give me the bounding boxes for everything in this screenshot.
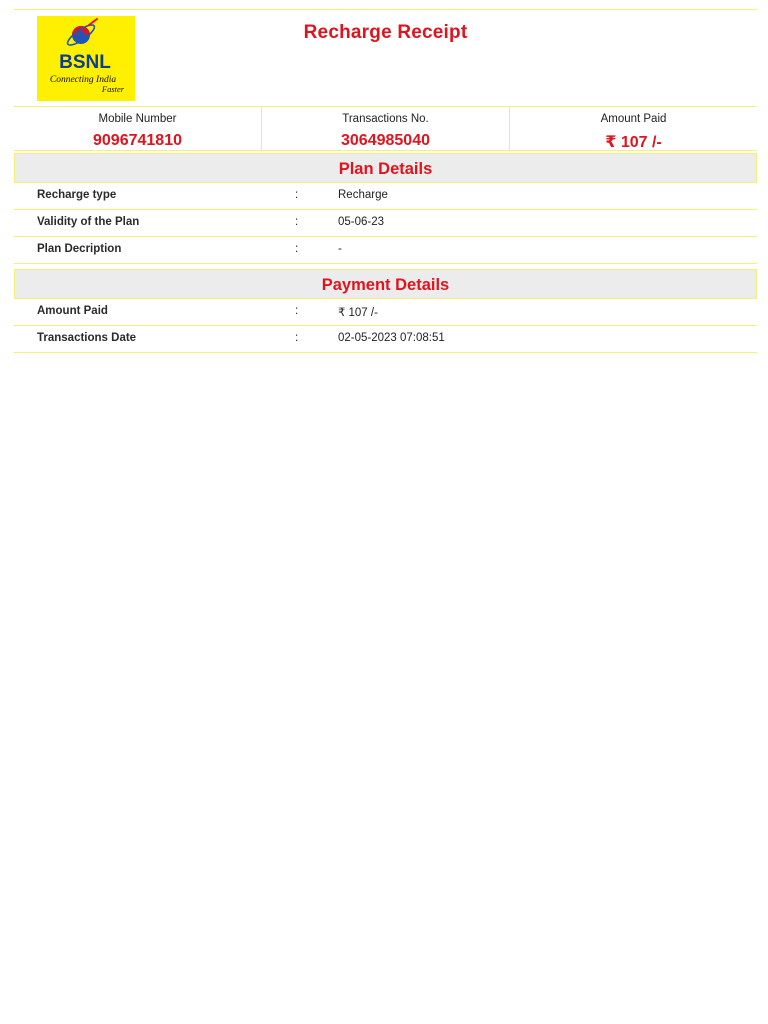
detail-value: 05-06-23 (338, 216, 385, 228)
summary-mobile-number (14, 107, 261, 150)
detail-separator: : (295, 189, 299, 201)
detail-value: ₹ 107 /- (338, 307, 378, 319)
summary-value: 9096741810 (93, 132, 182, 149)
logo-tagline-2: Faster (101, 84, 125, 94)
detail-separator: : (295, 305, 299, 317)
payment-details-heading: Payment Details (14, 269, 757, 299)
detail-row (14, 237, 757, 264)
detail-value: - (338, 243, 342, 255)
receipt-header (14, 10, 757, 107)
summary-transaction-number (261, 107, 509, 150)
detail-separator: : (295, 216, 299, 228)
summary-label: Mobile Number (98, 113, 177, 125)
detail-value: 02-05-2023 07:08:51 (338, 332, 445, 344)
detail-separator: : (295, 332, 299, 344)
detail-separator: : (295, 243, 299, 255)
plan-details-heading: Plan Details (14, 153, 757, 183)
receipt (14, 9, 757, 353)
detail-row (14, 183, 757, 210)
section-gap (14, 264, 757, 267)
summary-label: Amount Paid (600, 113, 667, 125)
summary-value: ₹ 107 /- (605, 134, 662, 151)
logo-brand-text: BSNL (59, 52, 111, 73)
detail-key: Validity of the Plan (37, 216, 140, 228)
summary-label: Transactions No. (342, 113, 429, 125)
detail-key: Transactions Date (37, 332, 137, 344)
detail-key: Recharge type (37, 189, 117, 201)
detail-key: Amount Paid (37, 305, 108, 317)
detail-key: Plan Decription (37, 243, 122, 255)
detail-value: Recharge (338, 189, 388, 201)
detail-row (14, 326, 757, 353)
summary-bar (14, 107, 757, 151)
summary-value: 3064985040 (341, 132, 430, 149)
summary-amount-paid (509, 107, 757, 150)
detail-row (14, 299, 757, 326)
receipt-title: Recharge Receipt (303, 22, 468, 43)
detail-row (14, 210, 757, 237)
logo-tagline-1: Connecting India (49, 75, 117, 85)
